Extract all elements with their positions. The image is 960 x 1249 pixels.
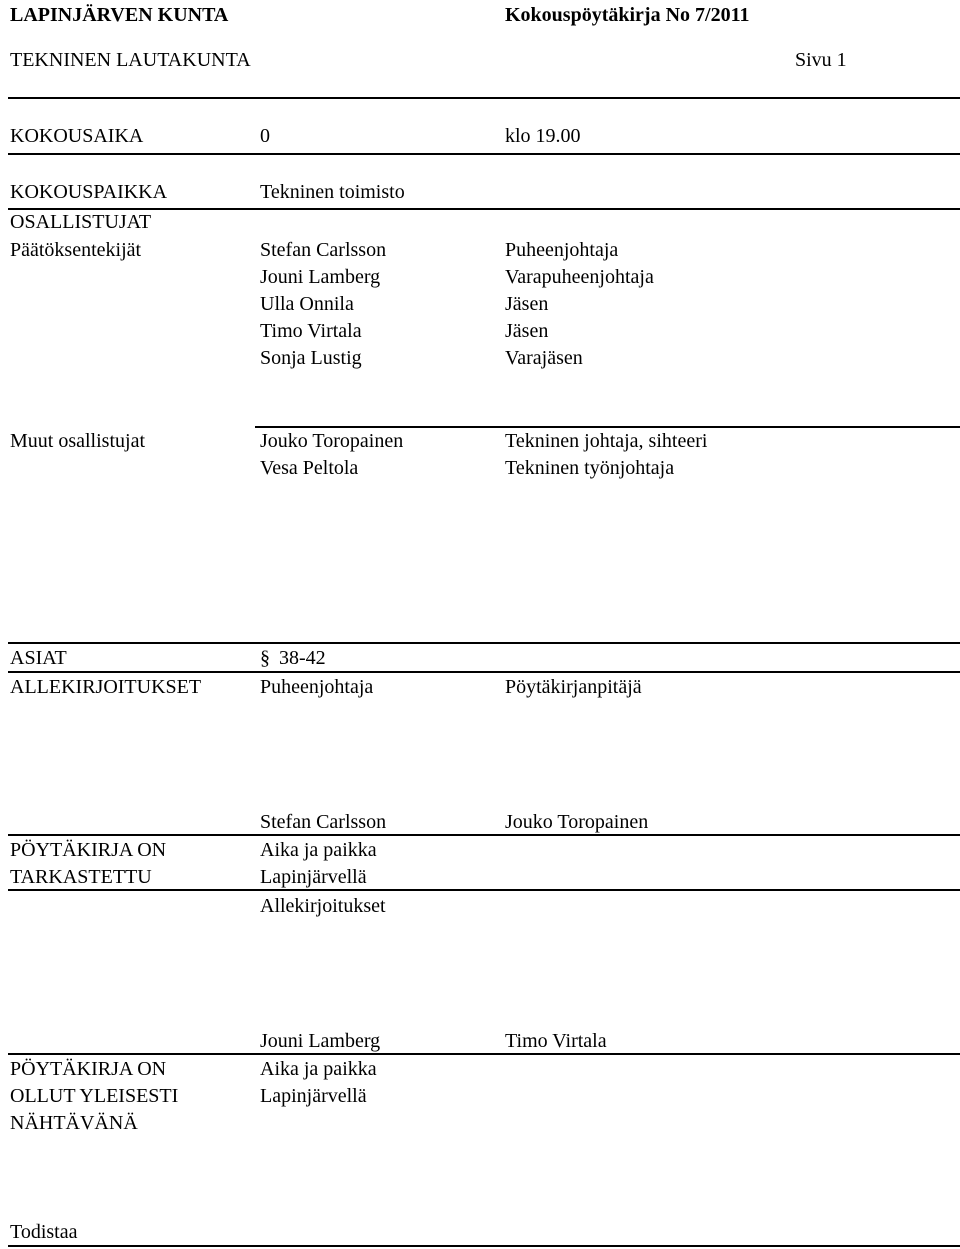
public-signer-2: Timo Virtala [505,1030,607,1052]
public-divider [8,1053,960,1055]
public-place: Lapinjärvellä [260,1085,367,1107]
public-time-place-label: Aika ja paikka [260,1058,377,1080]
participant-name: Ulla Onnila [260,293,354,315]
public-label-line3: NÄHTÄVÄNÄ [10,1112,138,1134]
public-label-line1: PÖYTÄKIRJA ON [10,1058,167,1080]
certify-label: Todistaa [10,1221,78,1243]
other-participant-role: Tekninen johtaja, sihteeri [505,430,708,452]
items-label: ASIAT [10,647,67,669]
checked-divider [8,834,960,836]
certify-divider [8,1245,960,1247]
signatures-label: ALLEKIRJOITUKSET [10,676,202,698]
participant-role: Jäsen [505,320,549,342]
others-divider [255,426,960,428]
participant-name: Jouni Lamberg [260,266,381,288]
checked-bottom-divider [8,889,960,891]
checked-label-line2: TARKASTETTU [10,866,152,888]
participant-name: Sonja Lustig [260,347,362,369]
other-participant-role: Tekninen työnjohtaja [505,457,675,479]
decision-makers-label: Päätöksentekijät [10,239,142,261]
meeting-date: 0 [260,125,270,147]
header-divider [8,97,960,99]
participants-label: OSALLISTUJAT [10,211,152,233]
checked-place: Lapinjärvellä [260,866,367,888]
minutes-title: Kokouspöytäkirja No 7/2011 [505,4,750,26]
participant-role: Jäsen [505,293,549,315]
secretary-label: Pöytäkirjanpitäjä [505,676,642,698]
items-bottom-divider [8,671,960,673]
checked-label-line1: PÖYTÄKIRJA ON [10,839,167,861]
other-participant-name: Vesa Peltola [260,457,359,479]
board-name: TEKNINEN LAUTAKUNTA [10,49,251,71]
participant-role: Varapuheenjohtaja [505,266,654,288]
participant-role: Varajäsen [505,347,583,369]
section-sign: § [260,647,270,669]
meeting-place-label: KOKOUSPAIKKA [10,181,168,203]
page-number: Sivu 1 [795,49,847,71]
others-label: Muut osallistujat [10,430,145,452]
checked-signer-1: Stefan Carlsson [260,811,387,833]
chair-label: Puheenjohtaja [260,676,374,698]
municipality-name: LAPINJÄRVEN KUNTA [10,4,229,26]
checked-time-place-label: Aika ja paikka [260,839,377,861]
time-divider [8,153,960,155]
public-signer-1: Jouni Lamberg [260,1030,381,1052]
meeting-place: Tekninen toimisto [260,181,405,203]
meeting-time: klo 19.00 [505,125,581,147]
other-participant-name: Jouko Toropainen [260,430,404,452]
public-label-line2: OLLUT YLEISESTI [10,1085,179,1107]
participant-name: Stefan Carlsson [260,239,387,261]
participant-role: Puheenjohtaja [505,239,619,261]
checked-signer-2: Jouko Toropainen [505,811,649,833]
checked-signatures-label: Allekirjoitukset [260,895,386,917]
meeting-time-label: KOKOUSAIKA [10,125,144,147]
items-range: 38-42 [279,647,326,669]
items-divider [8,642,960,644]
participant-name: Timo Virtala [260,320,362,342]
